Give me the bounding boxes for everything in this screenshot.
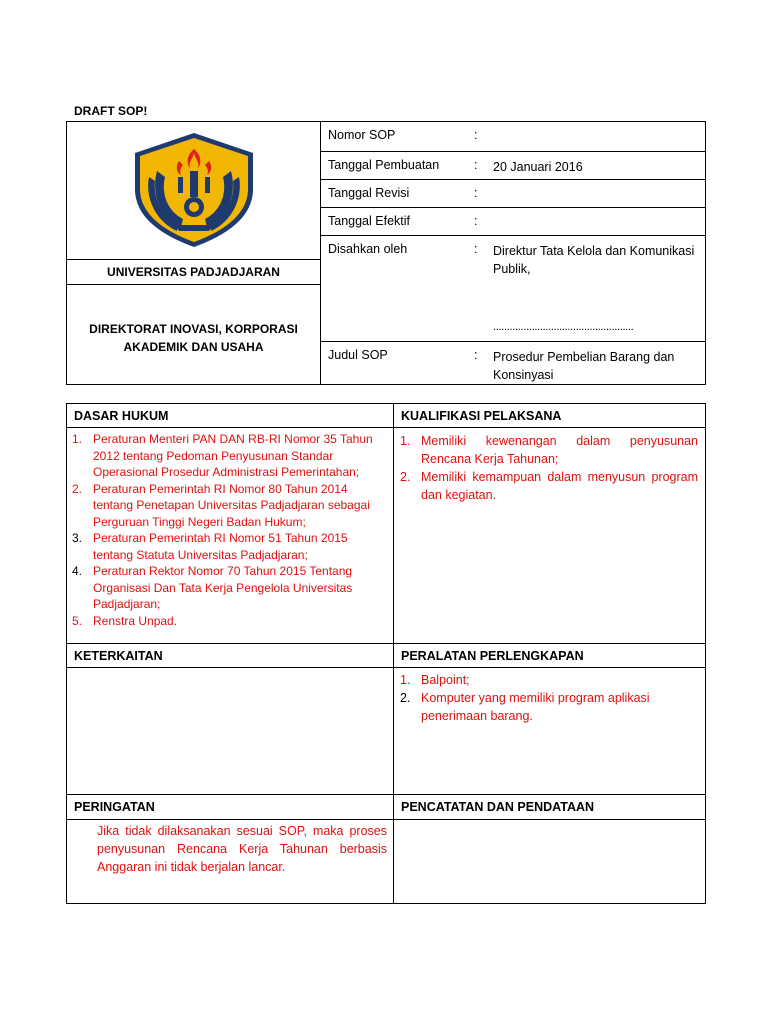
row-tanggal-efektif bbox=[321, 208, 705, 236]
list-item bbox=[400, 671, 698, 689]
peralatan-title: PERALATAN PERLENGKAPAN bbox=[401, 649, 584, 663]
list-number: 2. bbox=[72, 481, 83, 496]
peringatan-text: Jika tidak dilaksanakan sesuai SOP, maka proses penyusunan Rencana Kerja Tahunan berbasis Anggaran ini tidak berjalan lancar. bbox=[97, 824, 387, 874]
sop-detail-table bbox=[66, 403, 706, 904]
list-number: 1. bbox=[72, 432, 83, 446]
directorate-name: DIREKTORAT INOVASI, KORPORASI AKADEMIK DAN USAHA bbox=[89, 321, 298, 354]
list-item bbox=[72, 563, 386, 613]
draft-label: DRAFT SOP! bbox=[74, 104, 148, 118]
row-colon: : bbox=[474, 242, 478, 256]
row-judul-sop bbox=[321, 342, 705, 384]
list-number: 4. bbox=[72, 564, 83, 578]
row-tanggal-revisi bbox=[321, 180, 705, 208]
list-item bbox=[72, 481, 386, 531]
list-text: Peraturan Pemerintah RI Nomor 80 Tahun 2014 tentang Penetapan Universitas Padjadjaran sebagai Perguruan Tinggi Negeri Badan Hukum; bbox=[93, 481, 370, 529]
list-text: Peraturan Rektor Nomor 70 Tahun 2015 Tentang Organisasi Dan Tata Kerja Pengelola Universitas Padjadjaran; bbox=[93, 564, 353, 611]
row-key: Judul SOP bbox=[328, 348, 388, 362]
row-key: Tanggal Efektif bbox=[328, 214, 410, 228]
list-text: Komputer yang memiliki program aplikasi penerimaan barang. bbox=[421, 691, 650, 723]
kualifikasi-title: KUALIFIKASI PELAKSANA bbox=[401, 409, 562, 423]
row-divider bbox=[67, 794, 705, 795]
identity-column bbox=[67, 122, 321, 384]
row-colon: : bbox=[474, 186, 478, 200]
list-text: Memiliki kemampuan dalam menyusun program dan kegiatan. bbox=[421, 470, 698, 502]
row-key: Tanggal Revisi bbox=[328, 186, 410, 200]
row-colon: : bbox=[474, 214, 478, 228]
row-value: Direktur Tata Kelola dan Komunikasi Publik, bbox=[493, 244, 695, 276]
keterkaitan-title: KETERKAITAN bbox=[74, 649, 163, 663]
row-colon: : bbox=[474, 348, 478, 362]
list-number: 2. bbox=[400, 470, 411, 484]
list-text: Renstra Unpad. bbox=[93, 613, 178, 628]
logo-cell bbox=[67, 122, 320, 260]
list-number: 1. bbox=[400, 434, 411, 448]
list-number: 2. bbox=[400, 691, 411, 705]
list-item bbox=[400, 689, 698, 725]
row-key: Disahkan oleh bbox=[328, 242, 408, 256]
row-key: Tanggal Pembuatan bbox=[328, 158, 440, 172]
list-text: Memiliki kewenangan dalam penyusunan Rencana Kerja Tahunan; bbox=[421, 434, 698, 466]
list-text: Balpoint; bbox=[421, 673, 470, 687]
university-name: UNIVERSITAS PADJADJARAN bbox=[67, 259, 320, 285]
pencatatan-title: PENCATATAN DAN PENDATAAN bbox=[401, 800, 595, 814]
university-logo-icon bbox=[131, 131, 257, 249]
row-colon: : bbox=[474, 158, 478, 172]
column-divider bbox=[393, 404, 394, 903]
row-value: Prosedur Pembelian Barang dan Konsinyasi bbox=[493, 350, 675, 382]
peralatan-list bbox=[400, 671, 698, 725]
dasar-hukum-title: DASAR HUKUM bbox=[74, 409, 169, 423]
row-disahkan-oleh bbox=[321, 236, 705, 342]
row-divider bbox=[67, 667, 705, 668]
sop-header-table bbox=[66, 121, 706, 385]
list-number: 1. bbox=[400, 673, 411, 687]
row-key: Nomor SOP bbox=[328, 128, 396, 142]
row-divider bbox=[67, 819, 705, 820]
row-tanggal-pembuatan bbox=[321, 152, 705, 180]
row-divider bbox=[67, 643, 705, 644]
list-item bbox=[72, 431, 386, 481]
kualifikasi-list bbox=[400, 432, 698, 504]
list-item bbox=[400, 468, 698, 504]
row-colon: : bbox=[474, 128, 478, 142]
peringatan-title: PERINGATAN bbox=[74, 800, 155, 814]
list-text: Peraturan Menteri PAN DAN RB-RI Nomor 35 Tahun 2012 tentang Pedoman Penyusunan Standar Operasional Prosedur Administrasi Pemerintahan; bbox=[93, 432, 373, 479]
directorate-cell bbox=[67, 285, 320, 384]
list-item bbox=[72, 530, 386, 563]
row-divider bbox=[67, 427, 705, 428]
list-text: Peraturan Pemerintah RI Nomor 51 Tahun 2015 tentang Statuta Universitas Padjadjaran; bbox=[93, 531, 348, 562]
list-item bbox=[72, 613, 386, 630]
row-nomor-sop bbox=[321, 122, 705, 152]
row-value: 20 Januari 2016 bbox=[493, 160, 583, 174]
signature-line: ................................................... bbox=[493, 321, 634, 333]
list-number: 3. bbox=[72, 531, 83, 545]
dasar-hukum-list bbox=[72, 431, 386, 629]
list-number: 5. bbox=[72, 613, 83, 628]
list-item bbox=[400, 432, 698, 468]
